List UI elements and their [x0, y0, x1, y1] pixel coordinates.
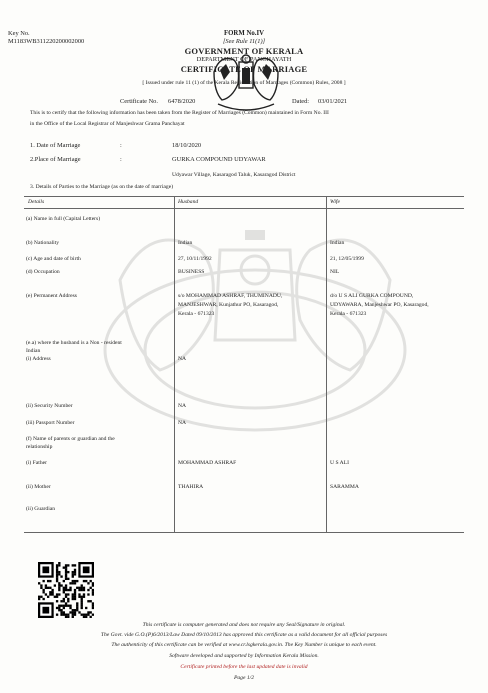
- husband-security: NA: [178, 403, 187, 409]
- husband-passport: NA: [178, 420, 187, 426]
- wife-mother: SARAMMA: [330, 484, 359, 490]
- husband-mother: THAHIRA: [178, 484, 204, 490]
- col-header-wife: Wife: [330, 199, 340, 205]
- wife-father: U S ALI: [330, 460, 349, 466]
- row-security-number: (ii) Security Number: [26, 403, 73, 409]
- place-colon: :: [120, 156, 122, 163]
- department-title: DEPARTMENT OF PANCHAYATH: [196, 56, 292, 63]
- table-col-divider-1: [174, 196, 175, 532]
- qr-code: [38, 562, 94, 618]
- row-nationality: (b) Nationality: [26, 240, 60, 246]
- row-occupation: (d) Occupation: [26, 269, 60, 275]
- husband-address-1: s/o MOHAMMAD ASHRAF, THUMINADU,: [178, 293, 283, 299]
- col-header-husband: Husband: [178, 199, 199, 205]
- footer-line-1: This certificate is computer generated and does not require any Seal/Signature in original.: [142, 622, 346, 628]
- row-age: (c) Age and date of birth: [26, 256, 81, 262]
- row-nr-address: (i) Address: [26, 356, 51, 362]
- row-passport-number: (iii) Passport Number: [26, 420, 75, 426]
- husband-address-2: MANJESHWAR, Kunjathur PO, Kasaragod,: [178, 302, 279, 308]
- row-nonresident-2: Indian: [26, 348, 41, 354]
- row-parents-1: (f) Name of parents or guardian and the: [26, 436, 115, 442]
- husband-address-3: Kerala - 671323: [178, 311, 215, 317]
- issued-under-rule: [ Issued under rule 11 (1) of the Kerala Registration of Marriages (Common) Rules, 2008 ]: [142, 80, 346, 86]
- husband-age: 27, 10/11/1992: [178, 256, 212, 262]
- date-of-marriage-label: 1. Date of Marriage: [30, 142, 81, 149]
- intro-line-2: in the Office of the Local Registrar of Manjeshwar Grama Panchayat: [30, 121, 185, 127]
- dated-label: Dated:: [292, 98, 310, 105]
- key-value: M1183WB311220200002000: [8, 38, 85, 45]
- row-parents-2: relationship: [26, 444, 53, 450]
- table-top-border: [24, 196, 464, 197]
- wife-address-2: UDYAWARA, Manjeshwar PO, Kasaragod,: [330, 302, 429, 308]
- intro-line-1: This is to certify that the following information has been taken from the Register of Marriages (Common) maintained in Form No. III: [30, 110, 329, 116]
- date-of-marriage-value: 18/10/2020: [172, 142, 202, 149]
- certificate-number: 6478/2020: [168, 98, 196, 105]
- place-detail: Udyawar Village, Kasaragod Taluk, Kasaragod District: [172, 172, 296, 178]
- government-title: GOVERNMENT OF KERALA: [184, 46, 304, 56]
- wife-address-1: d/o U S ALI GURKA COMPOUND,: [330, 293, 414, 299]
- row-name: (a) Name in full (Capital Letters): [26, 216, 101, 222]
- kerala-emblem-watermark: [90, 210, 420, 440]
- footer-line-2: The Govt. vide G.O.(P)6/2013/Law Dated 09/10/2013 has approved this certificate as a valid document for all official purposes: [100, 632, 388, 638]
- certificate-title: CERTIFICATE OF MARRIAGE: [180, 64, 308, 74]
- wife-address-3: Kerala - 671323: [330, 311, 367, 317]
- footer-line-5: Certificate printed before the last updated date is invalid: [180, 664, 308, 670]
- wife-age: 21, 12/05/1999: [330, 256, 364, 262]
- page-number: Page 1/2: [233, 675, 255, 681]
- place-of-marriage-label: 2.Place of Marriage: [30, 156, 81, 163]
- footer-line-4: Software developed and supported by Information Kerala Mission.: [169, 653, 319, 659]
- table-header-border: [24, 208, 464, 209]
- certificate-number-label: Certificate No.: [120, 98, 158, 105]
- key-label: Key No.: [8, 30, 30, 37]
- rule-reference: [See Rule 11(1)]: [222, 38, 266, 45]
- husband-nr-address: NA: [178, 356, 187, 362]
- row-guardian: (ii) Guardian: [26, 506, 56, 512]
- date-colon: :: [120, 142, 122, 149]
- husband-father: MOHAMMAD ASHRAF: [178, 460, 237, 466]
- place-of-marriage-value: GURKA COMPOUND UDYAWAR: [172, 156, 266, 163]
- col-header-details: Details: [28, 199, 45, 205]
- row-mother: (ii) Mother: [26, 484, 51, 490]
- row-father: (i) Father: [26, 460, 47, 466]
- form-title: FORM No.IV: [223, 30, 265, 37]
- row-nonresident-1: (e.a) where the husband is a Non - resident: [26, 340, 122, 346]
- table-bottom-border: [24, 532, 464, 533]
- dated-value: 03/01/2021: [318, 98, 348, 105]
- wife-nationality: Indian: [330, 240, 345, 246]
- husband-occupation: BUSINESS: [178, 269, 205, 275]
- wife-occupation: NIL: [330, 269, 340, 275]
- row-permanent-address: (e) Permanent Address: [26, 293, 77, 299]
- parties-heading: 3. Details of Parties to the Marriage (as on the date of marriage): [30, 184, 174, 190]
- husband-nationality: Indian: [178, 240, 193, 246]
- footer-line-3: The authenticity of this certificate can be verified at www.cr.lsgkerala.gov.in. The Key Number is unique to each event.: [111, 642, 377, 648]
- table-col-divider-2: [326, 196, 327, 532]
